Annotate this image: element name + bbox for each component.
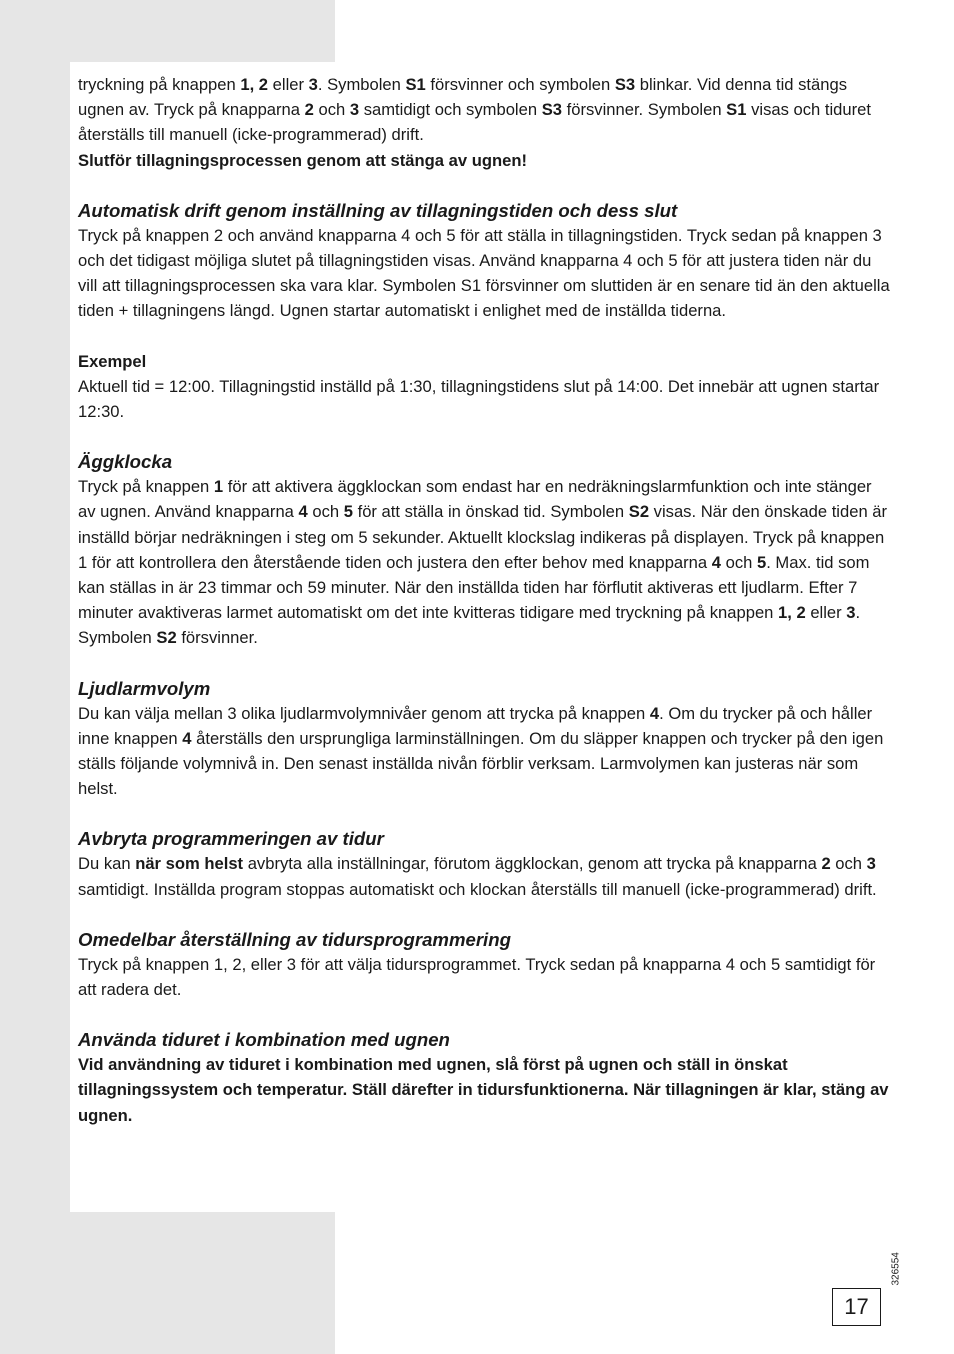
section-example [78, 349, 890, 425]
heading-alarm-volume: Ljudlarmvolym [78, 677, 211, 699]
page-number: 17 [832, 1288, 881, 1326]
heading-egg-timer: Äggklocka [78, 451, 173, 473]
section-alarm-volume [78, 676, 890, 802]
intro-bold-line: Slutför tillagningsprocessen genom att stänga av ugnen! [78, 150, 528, 170]
heading-timer-with-oven: Använda tiduret i kombination med ugnen [78, 1029, 450, 1051]
heading-cancel-programming: Avbryta programmeringen av tidur [78, 828, 384, 850]
egg-timer-text: Tryck på knappen 1 för att aktivera äggklockan som endast har en nedräkningslarmfunktion och inte stänger av ugnen. Använd knapparna 4 och 5 för att ställa in önskad tid. Symbolen S2 visas. När den önskade tiden är inställd börjar nedräkningen i steg om 5 sekunder. Aktuellt klockslag indikeras på displayen. Tryck på knappen 1 för att kontrollera den återstående tiden och justera den efter behov med knapparna 4 och 5. Max. tid som kan ställas in är 23 timmar och 59 minuter. När den inställda tiden har förflutit aktiveras ett ljudlarm. Efter 7 minuter avaktiveras larmet automatiskt om det inte kvitteras tidigare med tryckning på knappen 1, 2 eller 3. Symbolen S2 försvinner. [78, 477, 888, 648]
immediate-reset-text: Tryck på knappen 1, 2, eller 3 för att välja tidursprogrammet. Tryck sedan på knapparna 4 och 5 samtidigt för att radera det. [78, 954, 876, 1000]
section-cancel-programming [78, 826, 890, 901]
example-text: Aktuell tid = 12:00. Tillagningstid inställd på 1:30, tillagningstidens slut på 14:00. Det innebär att ugnen startar 12:30. [78, 376, 880, 422]
cancel-programming-text: Du kan när som helst avbryta alla inställningar, förutom äggklockan, genom att trycka på knapparna 2 och 3 samtidigt. Inställda program stoppas automatiskt och klockan återställs till manuell (icke-programmerad) drift. [78, 854, 877, 899]
manual-page-content [78, 72, 890, 1128]
heading-automatic-operation: Automatisk drift genom inställning av tillagningstiden och dess slut [78, 199, 678, 221]
section-immediate-reset [78, 927, 890, 1002]
alarm-volume-text: Du kan välja mellan 3 olika ljudlarmvolymnivåer genom att trycka på knappen 4. Om du trycker på och håller inne knappen 4 återställs den ursprungliga larminställningen. Om du släpper knappen och trycker på den igen ställs följande volymnivå in. Den senast inställda nivån förblir verksam. Larmvolymen kan justeras när som helst. [78, 703, 884, 799]
automatic-operation-text: Tryck på knappen 2 och använd knapparna 4 och 5 för att ställa in tillagningstiden. Tryck sedan på knappen 3 och det tidigast möjliga slutet på tillagningstiden visas. Använd knapparna 4 och 5 för att justera tiden när du vill att tillagningsprocessen ska vara klar. Symbolen S1 försvinner om sluttiden är en senare tid än den aktuella tiden + tillagningens längd. Ugnen startar automatiskt i enlighet med de inställda tiderna. [78, 225, 890, 321]
section-automatic-operation [78, 198, 890, 324]
intro-paragraph: tryckning på knappen 1, 2 eller 3. Symbolen S1 försvinner och symbolen S3 blinkar. Vid denna tid stängs ugnen av. Tryck på knapparna 2 och 3 samtidigt och symbolen S3 försvinner. Symbolen S1 visas och tiduret återställs till manuell (icke-programmerad) drift. [78, 75, 871, 145]
example-label: Exempel [78, 351, 147, 371]
document-number: 326554 [890, 1252, 902, 1286]
heading-immediate-reset: Omedelbar återställning av tidursprogrammering [78, 928, 511, 950]
timer-with-oven-text: Vid användning av tiduret i kombination med ugnen, slå först på ugnen och ställ in önskat tillagningssystem och temperatur. Ställ därefter in tidursfunktionerna. När tillagningen är klar, stäng av ugnen. [78, 1055, 889, 1125]
section-egg-timer [78, 449, 890, 650]
section-timer-with-oven [78, 1027, 890, 1128]
